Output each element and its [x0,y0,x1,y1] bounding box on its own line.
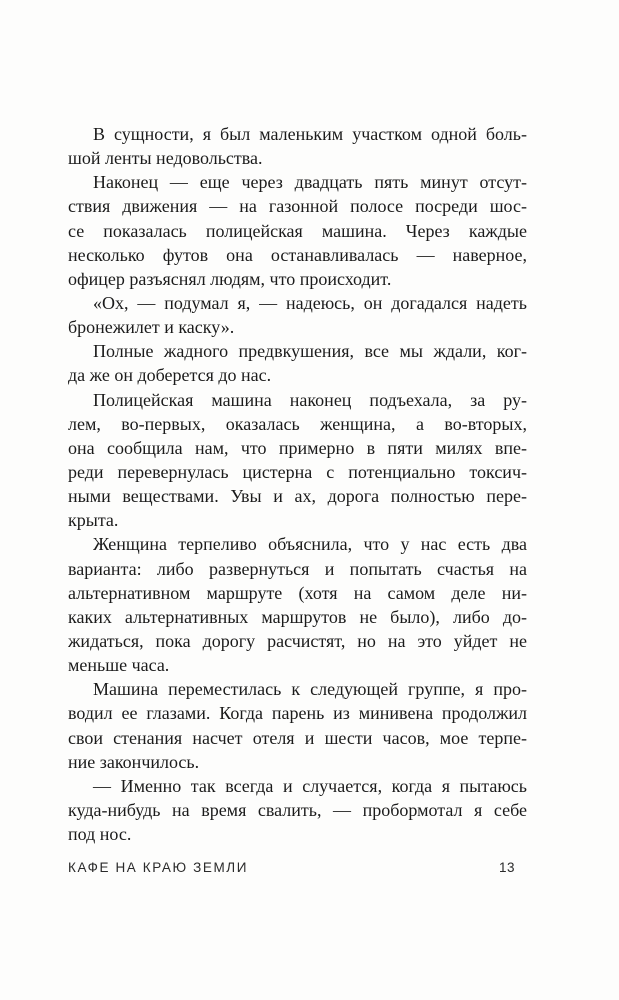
paragraph [68,291,527,339]
text-line: В сущности, я был маленьким участком одной боль- [93,124,527,144]
text-line: ние закончилось. [68,751,200,772]
text-line: Женщина терпеливо объяснила, что у нас есть два [93,534,527,555]
text-line: меньше часа. [68,655,170,676]
text-line: свои стенания насчет отеля и шести часов, мое терпе- [68,727,527,748]
paragraph [68,677,527,774]
paragraph [68,388,527,533]
text-line: куда-нибудь на время свалить, — пробормотал я себе [68,799,527,820]
text-line: реди перевернулась цистерна с потенциально токсич- [68,461,527,482]
text-line: лем, во-первых, оказалась женщина, а во-вторых, [68,413,527,434]
text-line: ными веществами. Увы и ах, дорога полностью пере- [68,486,527,507]
text-line: Полные жадного предвкушения, все мы ждали, ког- [93,341,527,362]
text-line: крыта. [68,510,119,531]
text-line: она сообщила нам, что примерно в пяти милях впе- [68,437,527,458]
text-line: Полицейская машина наконец подъехала, за ру- [93,389,527,410]
paragraph [68,122,527,170]
text-line: под нос. [68,824,132,845]
text-line: офицер разъяснял людям, что происходит. [68,268,392,289]
text-line: бронежилет и каску». [68,317,235,338]
text-line: водил ее глазами. Когда парень из минивена продолжил [68,703,527,724]
text-line: несколько футов она останавливалась — наверное, [68,244,527,265]
text-line: да же он доберется до нас. [68,365,272,386]
text-line: Наконец — еще через двадцать пять минут отсут- [93,172,527,193]
running-title: КАФЕ НА КРАЮ ЗЕМЛИ [68,860,249,875]
text-line: Машина переместилась к следующей группе, я про- [93,679,527,700]
text-line: жидаться, пока дорогу расчистят, но на это уйдет не [68,630,527,651]
page-footer [68,860,527,875]
body-text [68,122,527,846]
text-line: ствия движения — на газонной полосе посреди шос- [68,196,527,217]
paragraph [68,170,527,291]
paragraph [68,532,527,677]
paragraph [68,774,527,846]
text-line: каких альтернативных маршрутов не было), либо до- [68,606,527,627]
page-number: 13 [498,860,515,875]
text-line: альтернативном маршруте (хотя на самом деле ни- [68,582,527,603]
paragraph [68,339,527,387]
text-line: се показалась полицейская машина. Через каждые [68,220,527,241]
text-line: «Ох, — подумал я, — надеюсь, он догадался надеть [93,292,527,313]
text-line: варианта: либо развернуться и попытать счастья на [68,558,527,579]
text-line: шой ленты недовольства. [68,148,263,169]
text-line: — Именно так всегда и случается, когда я пытаюсь [93,775,527,796]
